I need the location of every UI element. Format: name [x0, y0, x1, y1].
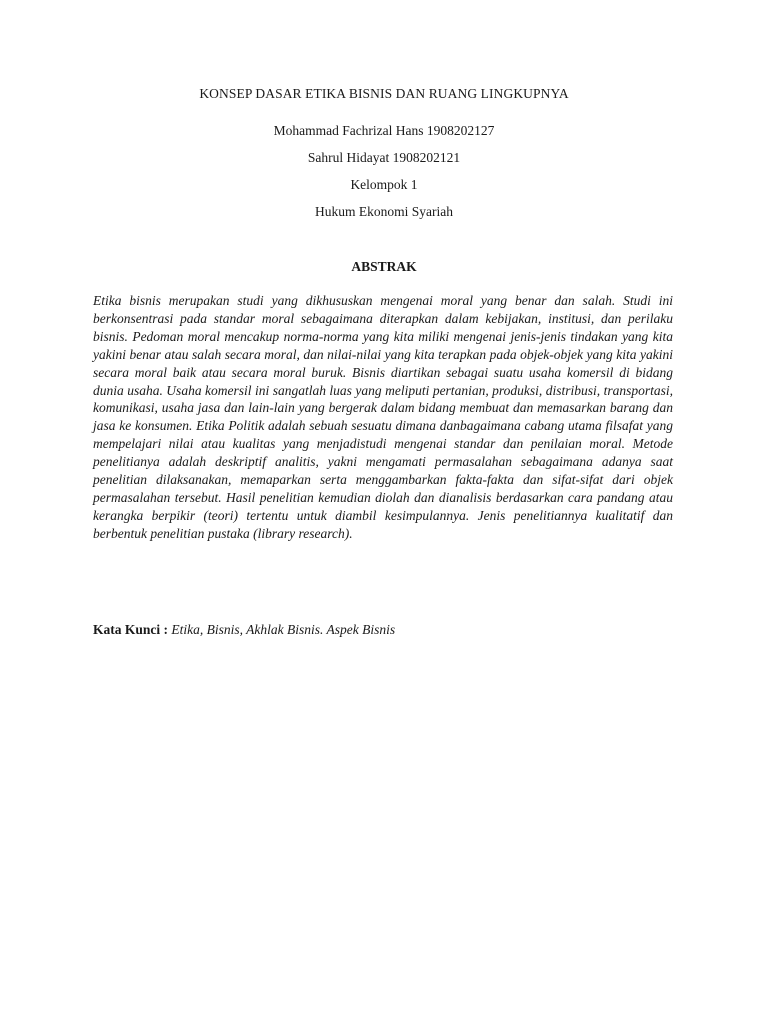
keywords-values: Etika, Bisnis, Akhlak Bisnis. Aspek Bisnis: [168, 622, 396, 637]
document-title: KONSEP DASAR ETIKA BISNIS DAN RUANG LINGKUPNYA: [199, 86, 569, 101]
abstract-heading: ABSTRAK: [351, 259, 417, 274]
abstract-body: Etika bisnis merupakan studi yang dikhususkan mengenai moral yang benar dan salah. Studi ini berkonsentrasi pada standar moral sebagaimana diterapkan dalam kebijakan, institusi, dan perilaku bisnis. Pedoman moral mencakup norma-norma yang kita miliki mengenai jenis-jenis tindakan yang kita yakini benar atau salah secara moral, dan nilai-nilai yang kita terapkan pada objek-objek yang kita yakini secara moral baik atau secara moral buruk. Bisnis diartikan sebagai suatu usaha komersil di bidang dunia usaha. Usaha komersil ini sangatlah luas yang meliputi pertanian, produksi, distribusi, transportasi, komunikasi, usaha jasa dan lain-lain yang bergerak dalam bidang membuat dan memasarkan barang dan jasa ke konsumen. Etika Politik adalah sebuah sesuatu dimana danbagaimana cabang utama filsafat yang mempelajari nilai atau kualitas yang menjadistudi mengenai standar dan penilaian moral. Metode penelitianya adalah deskriptif analitis, yakni mengamati permasalahan sebagaimana adanya saat penelitian dilaksanakan, memaparkan serta menggambarkan fakta-fakta dan sifat-sifat dari objek permasalahan tersebut. Hasil penelitian kemudian diolah dan dianalisis berdasarkan cara pandang atau kerangka berpikir (teori) tertentu untuk diambil kesimpulannya. Jenis penelitiannya kualitatif dan berbentuk penelitian pustaka (library research).: [93, 293, 673, 541]
group-line: Kelompok 1: [350, 177, 418, 192]
program-line: Hukum Ekonomi Syariah: [315, 204, 453, 219]
author-block: [0, 122, 768, 230]
author-line-2: Sahrul Hidayat 1908202121: [307, 150, 461, 165]
keywords-line: [93, 622, 673, 638]
author-line-1: Mohammad Fachrizal Hans 1908202127: [273, 123, 495, 138]
keywords-label: Kata Kunci :: [93, 622, 169, 637]
